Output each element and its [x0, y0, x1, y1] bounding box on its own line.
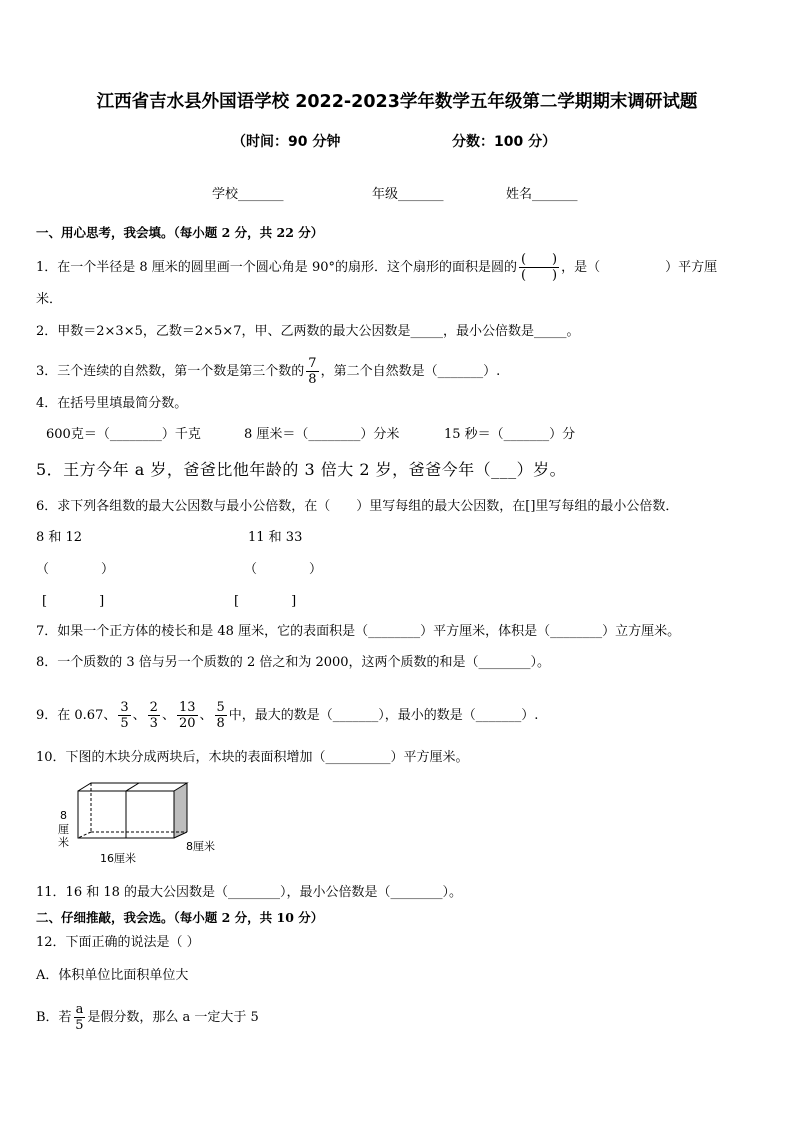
q3-fraction — [306, 356, 318, 387]
q9-frac4-den: 8 — [216, 716, 225, 731]
q4-item-2: 8 厘米＝（________）分米 — [244, 427, 400, 442]
question-2: 2．甲数＝2×3×5，乙数＝2×5×7，甲、乙两数的最大公因数是_____，最小公倍数是_____。 — [36, 324, 580, 339]
page-title: 江西省吉水县外国语学校 2022-2023学年数学五年级第二学期期末调研试题 — [96, 92, 698, 112]
q6-gcd-blank-1[interactable]: （ ） — [36, 562, 115, 577]
q9-fraction-1 — [118, 700, 130, 731]
q9-frac4-num: 5 — [216, 700, 225, 715]
q9-text-a: 9．在 0.67、 — [36, 708, 117, 723]
q9-text-b: 中，最大的数是（_______），最小的数是（_______）. — [228, 708, 539, 723]
q9-sep-2: 、 — [161, 708, 175, 723]
q3-text-b: ，第二个自然数是（_______）. — [320, 364, 501, 379]
q3-text-a: 3．三个连续的自然数，第一个数是第三个数的 — [36, 364, 305, 379]
q12-option-b[interactable] — [36, 1002, 259, 1033]
height-label-3: 米 — [58, 836, 69, 849]
height-label-2: 厘 — [58, 823, 69, 836]
q1-fraction — [519, 252, 559, 283]
width-label: 8厘米 — [186, 840, 215, 853]
q12-b-num: a — [75, 1002, 84, 1017]
hidden-edge-depth — [78, 832, 91, 838]
question-10: 10．下图的木块分成两块后，木块的表面积增加（__________）平方厘米。 — [36, 750, 469, 765]
question-6: 6．求下列各组数的最大公因数与最小公倍数，在（ ）里写每组的最大公因数，在[]里写每组的最小公倍数． — [36, 499, 679, 514]
name-field[interactable]: 姓名_______ — [506, 187, 578, 202]
q6-lcm-blank-2[interactable]: [ ] — [234, 594, 297, 609]
q6-lcm-blank-1[interactable]: [ ] — [42, 594, 105, 609]
height-label-1: 8 — [60, 809, 67, 822]
question-7: 7．如果一个正方体的棱长和是 48 厘米，它的表面积是（________）平方厘米，体积是（________）立方厘米。 — [36, 624, 681, 639]
q9-fraction-2 — [148, 700, 160, 731]
q6-pair-1: 8 和 12 — [36, 530, 83, 545]
q12-b-text-a: B．若 — [36, 1010, 72, 1025]
question-9 — [36, 700, 538, 731]
question-8: 8．一个质数的 3 倍与另一个质数的 2 倍之和为 2000，这两个质数的和是（________）。 — [36, 655, 551, 670]
question-5: 5．王方今年 a 岁，爸爸比他年龄的 3 倍大 2 岁，爸爸今年（___）岁。 — [36, 460, 567, 479]
q12-option-a[interactable]: A．体积单位比面积单位大 — [36, 968, 189, 983]
question-4: 4．在括号里填最简分数。 — [36, 396, 188, 411]
question-11: 11．16 和 18 的最大公因数是（________），最小公倍数是（________）。 — [36, 885, 463, 900]
q9-frac3-den: 20 — [178, 716, 196, 731]
q1-numerator-blank[interactable]: ( ) — [520, 252, 558, 267]
q9-fraction-4 — [215, 700, 227, 731]
section-2-heading: 二、仔细推敲，我会选。（每小题 2 分，共 10 分） — [36, 910, 324, 925]
q1-text-b: ，是（ ）平方厘 — [561, 260, 718, 275]
question-12: 12．下面正确的说法是（ ） — [36, 935, 200, 950]
exam-score: 分数：100 分） — [452, 134, 557, 150]
q6-gcd-blank-2[interactable]: （ ） — [244, 562, 323, 577]
q1-text-a: 1．在一个半径是 8 厘米的圆里画一个圆心角是 90°的扇形．这个扇形的面积是圆的 — [36, 260, 517, 275]
q1-text-c: 米． — [36, 292, 63, 307]
q9-frac2-den: 3 — [149, 716, 158, 731]
section-1-heading: 一、用心思考，我会填。（每小题 2 分，共 22 分） — [36, 225, 324, 240]
grade-field[interactable]: 年级_______ — [372, 187, 444, 202]
question-1 — [36, 252, 717, 283]
q4-item-1: 600克＝（________）千克 — [46, 427, 201, 442]
length-label: 16厘米 — [100, 852, 136, 865]
question-3 — [36, 356, 500, 387]
q9-frac3-num: 13 — [178, 700, 196, 715]
q3-numerator: 7 — [308, 356, 317, 371]
q9-sep-1: 、 — [132, 708, 146, 723]
q9-frac2-num: 2 — [149, 700, 158, 715]
q12-b-text-b: 是假分数，那么 a 一定大于 5 — [87, 1010, 259, 1025]
q12-b-fraction — [74, 1002, 86, 1033]
exam-time: （时间：90 分钟 — [232, 134, 341, 150]
q9-frac1-num: 3 — [120, 700, 129, 715]
q4-item-3: 15 秒＝（_______）分 — [444, 427, 576, 442]
school-field[interactable]: 学校_______ — [212, 187, 284, 202]
q6-pair-2: 11 和 33 — [248, 530, 303, 545]
q1-denominator-blank[interactable]: ( ) — [520, 268, 558, 283]
q9-fraction-3 — [177, 700, 198, 731]
q12-b-den: 5 — [75, 1018, 84, 1033]
q3-denominator: 8 — [308, 372, 317, 387]
wood-block-figure — [54, 778, 234, 868]
q9-frac1-den: 5 — [120, 716, 129, 731]
block-cut-line-top — [126, 783, 139, 791]
block-right-face — [174, 783, 187, 838]
q9-sep-3: 、 — [199, 708, 213, 723]
